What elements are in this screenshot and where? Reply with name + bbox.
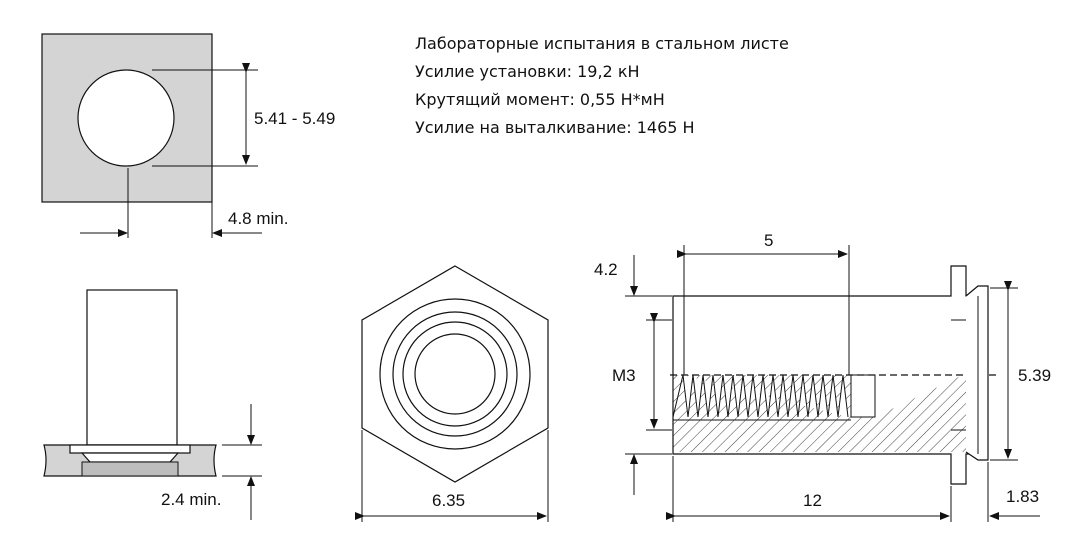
body-diameter-label: 5.39 xyxy=(1018,366,1052,385)
depth-label: 5 xyxy=(764,231,774,250)
hex-width-label: 6.35 xyxy=(432,491,466,510)
test-info-title: Лабораторные испытания в стальном листе xyxy=(415,34,789,53)
panel-hole-view xyxy=(42,34,335,238)
head-height-label: 1.83 xyxy=(1006,487,1040,506)
sheet-thickness-label: 2.4 min. xyxy=(161,490,222,509)
pushout-force-text: Усилие на выталкивание: 1465 Н xyxy=(415,118,695,137)
fastener-barrel xyxy=(87,290,177,445)
torque-text: Крутящий момент: 0,55 Н*мН xyxy=(415,90,665,109)
hole-diameter-label: 5.41 - 5.49 xyxy=(254,109,336,128)
edge-distance-label: 4.8 min. xyxy=(228,209,289,228)
installed-side-view xyxy=(44,290,262,520)
installation-force-text: Усилие установки: 19,2 кН xyxy=(415,62,640,81)
length-label: 12 xyxy=(803,491,822,510)
section-view xyxy=(594,231,1051,522)
thread-size-label: M3 xyxy=(612,366,636,385)
head-offset-label: 4.2 xyxy=(594,260,618,279)
hex-top-view xyxy=(362,266,548,522)
hex-outline xyxy=(362,266,548,482)
mounting-hole xyxy=(78,70,174,166)
